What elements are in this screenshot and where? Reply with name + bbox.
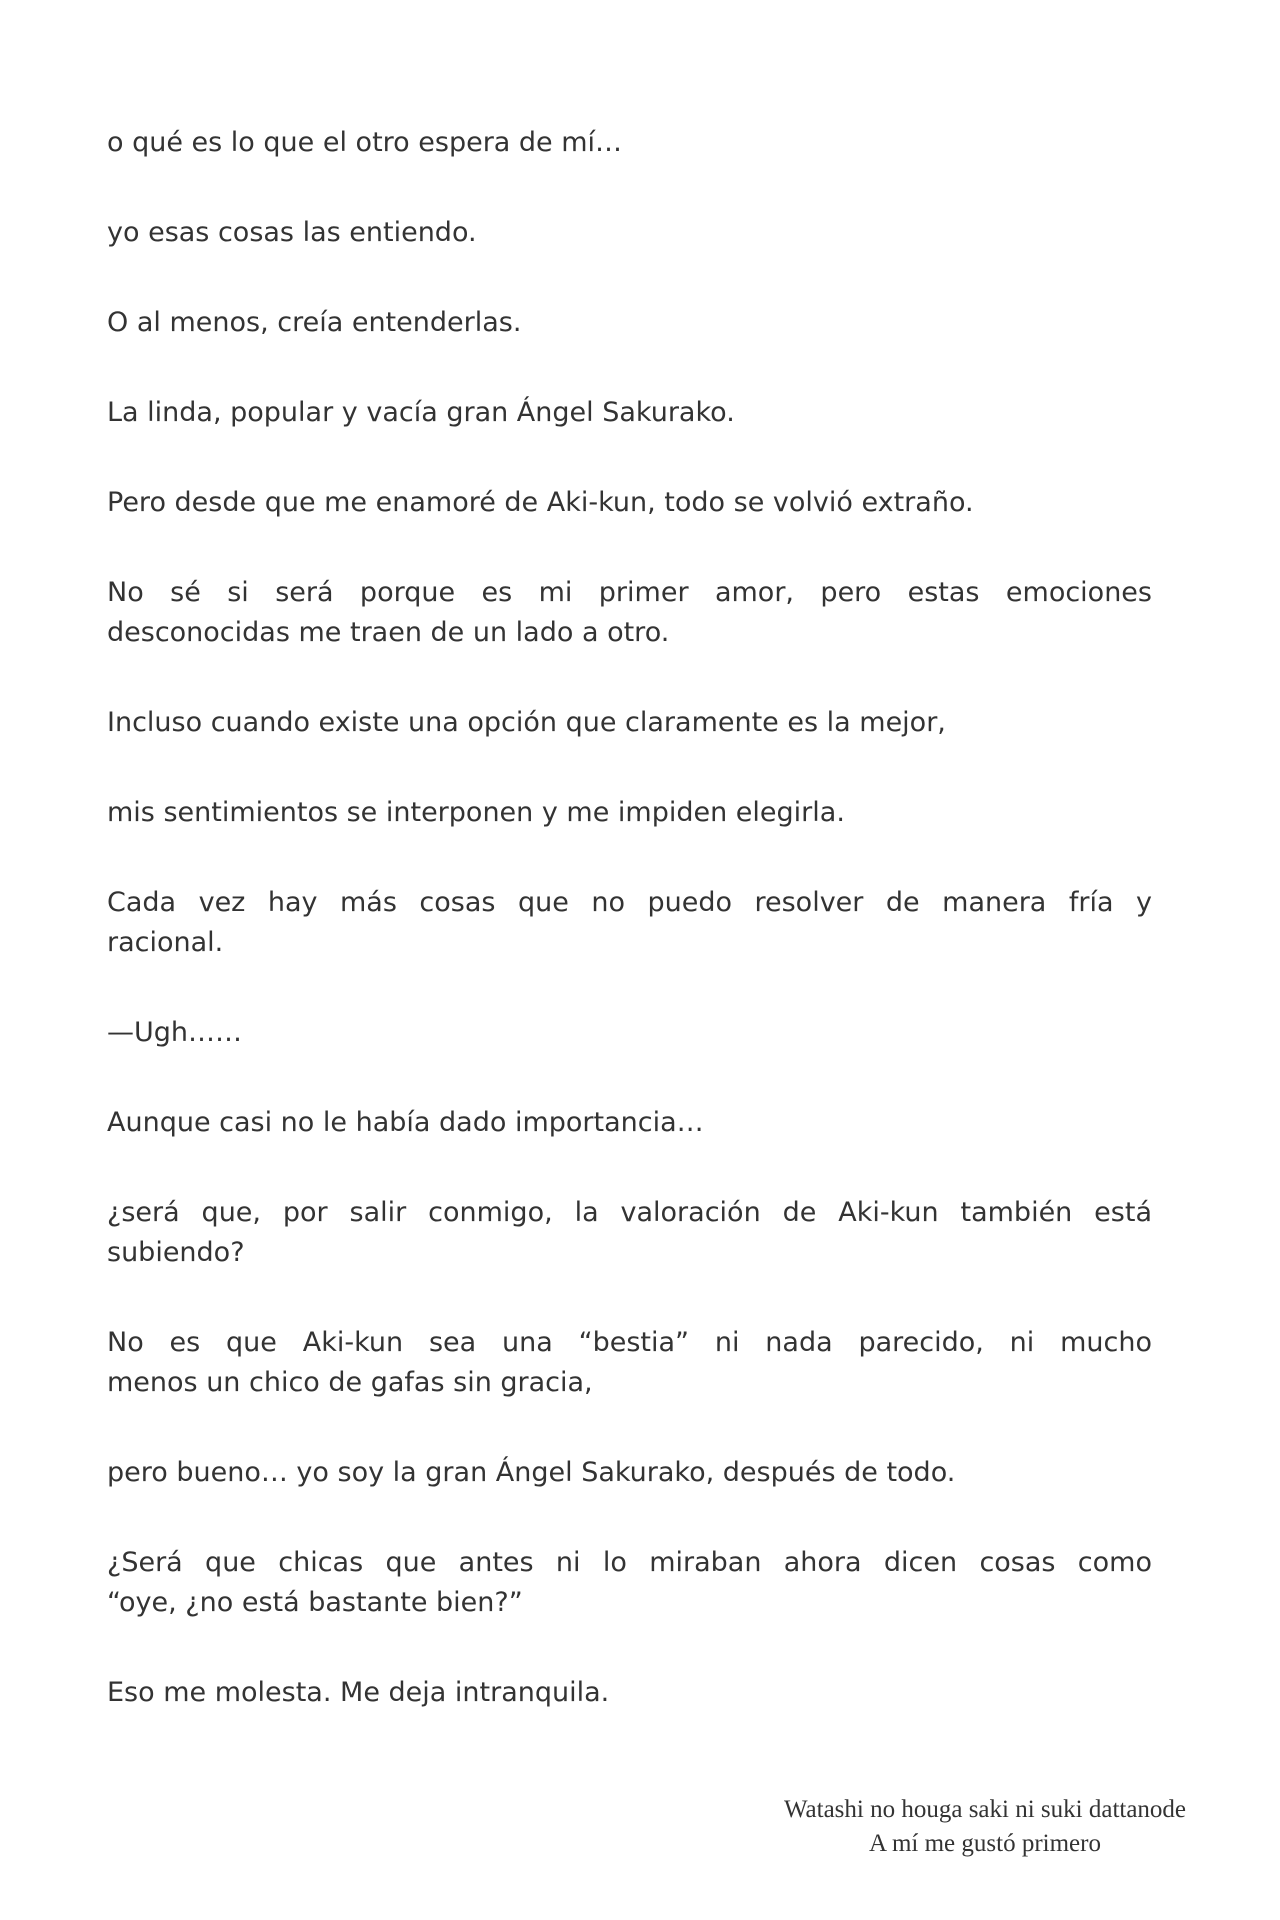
novel-title-footer (690, 1793, 1280, 1861)
paragraph (107, 573, 1152, 653)
text-line: La linda, popular y vacía gran Ángel Sakurako. (107, 397, 735, 428)
paragraph (107, 213, 1152, 253)
novel-title-spanish: A mí me gustó primero (869, 1830, 1101, 1857)
text-line: No es que Aki-kun sea una “bestia” ni nada parecido, ni mucho (107, 1327, 1152, 1358)
text-line: ¿será que, por salir conmigo, la valoración de Aki-kun también está (107, 1197, 1152, 1228)
novel-text (107, 0, 1152, 1713)
text-line: O al menos, creía entenderlas. (107, 307, 522, 338)
paragraph (107, 793, 1152, 833)
text-line: subiendo? (107, 1237, 245, 1268)
novel-title-romaji: Watashi no houga saki ni suki dattanode (783, 1796, 1187, 1823)
text-line: Incluso cuando existe una opción que claramente es la mejor, (107, 707, 946, 738)
paragraph (107, 1543, 1152, 1623)
paragraph (107, 883, 1152, 963)
text-line: Aunque casi no le había dado importancia… (107, 1107, 704, 1138)
paragraph (107, 303, 1152, 343)
text-line: Cada vez hay más cosas que no puedo resolver de manera fría y (107, 887, 1152, 918)
paragraph (107, 393, 1152, 433)
text-line: mis sentimientos se interponen y me impiden elegirla. (107, 797, 845, 828)
paragraph (107, 1673, 1152, 1713)
paragraph (107, 1453, 1152, 1493)
text-line: yo esas cosas las entiendo. (107, 217, 477, 248)
paragraph (107, 1323, 1152, 1403)
paragraph (107, 123, 1152, 163)
text-line: pero bueno… yo soy la gran Ángel Sakurako, después de todo. (107, 1457, 956, 1488)
text-line: Pero desde que me enamoré de Aki-kun, todo se volvió extraño. (107, 487, 974, 518)
text-line: No sé si será porque es mi primer amor, pero estas emociones (107, 577, 1152, 608)
paragraph (107, 1013, 1152, 1053)
text-line: racional. (107, 927, 224, 958)
paragraph (107, 483, 1152, 523)
paragraph (107, 1103, 1152, 1143)
text-line: Eso me molesta. Me deja intranquila. (107, 1677, 610, 1708)
text-line: desconocidas me traen de un lado a otro. (107, 617, 670, 648)
paragraph (107, 703, 1152, 743)
text-line: —Ugh…… (107, 1017, 243, 1048)
text-line: “oye, ¿no está bastante bien?” (107, 1587, 523, 1618)
text-line: menos un chico de gafas sin gracia, (107, 1367, 593, 1398)
text-line: ¿Será que chicas que antes ni lo miraban ahora dicen cosas como (107, 1547, 1152, 1578)
paragraph (107, 1193, 1152, 1273)
text-line: o qué es lo que el otro espera de mí… (107, 127, 623, 158)
